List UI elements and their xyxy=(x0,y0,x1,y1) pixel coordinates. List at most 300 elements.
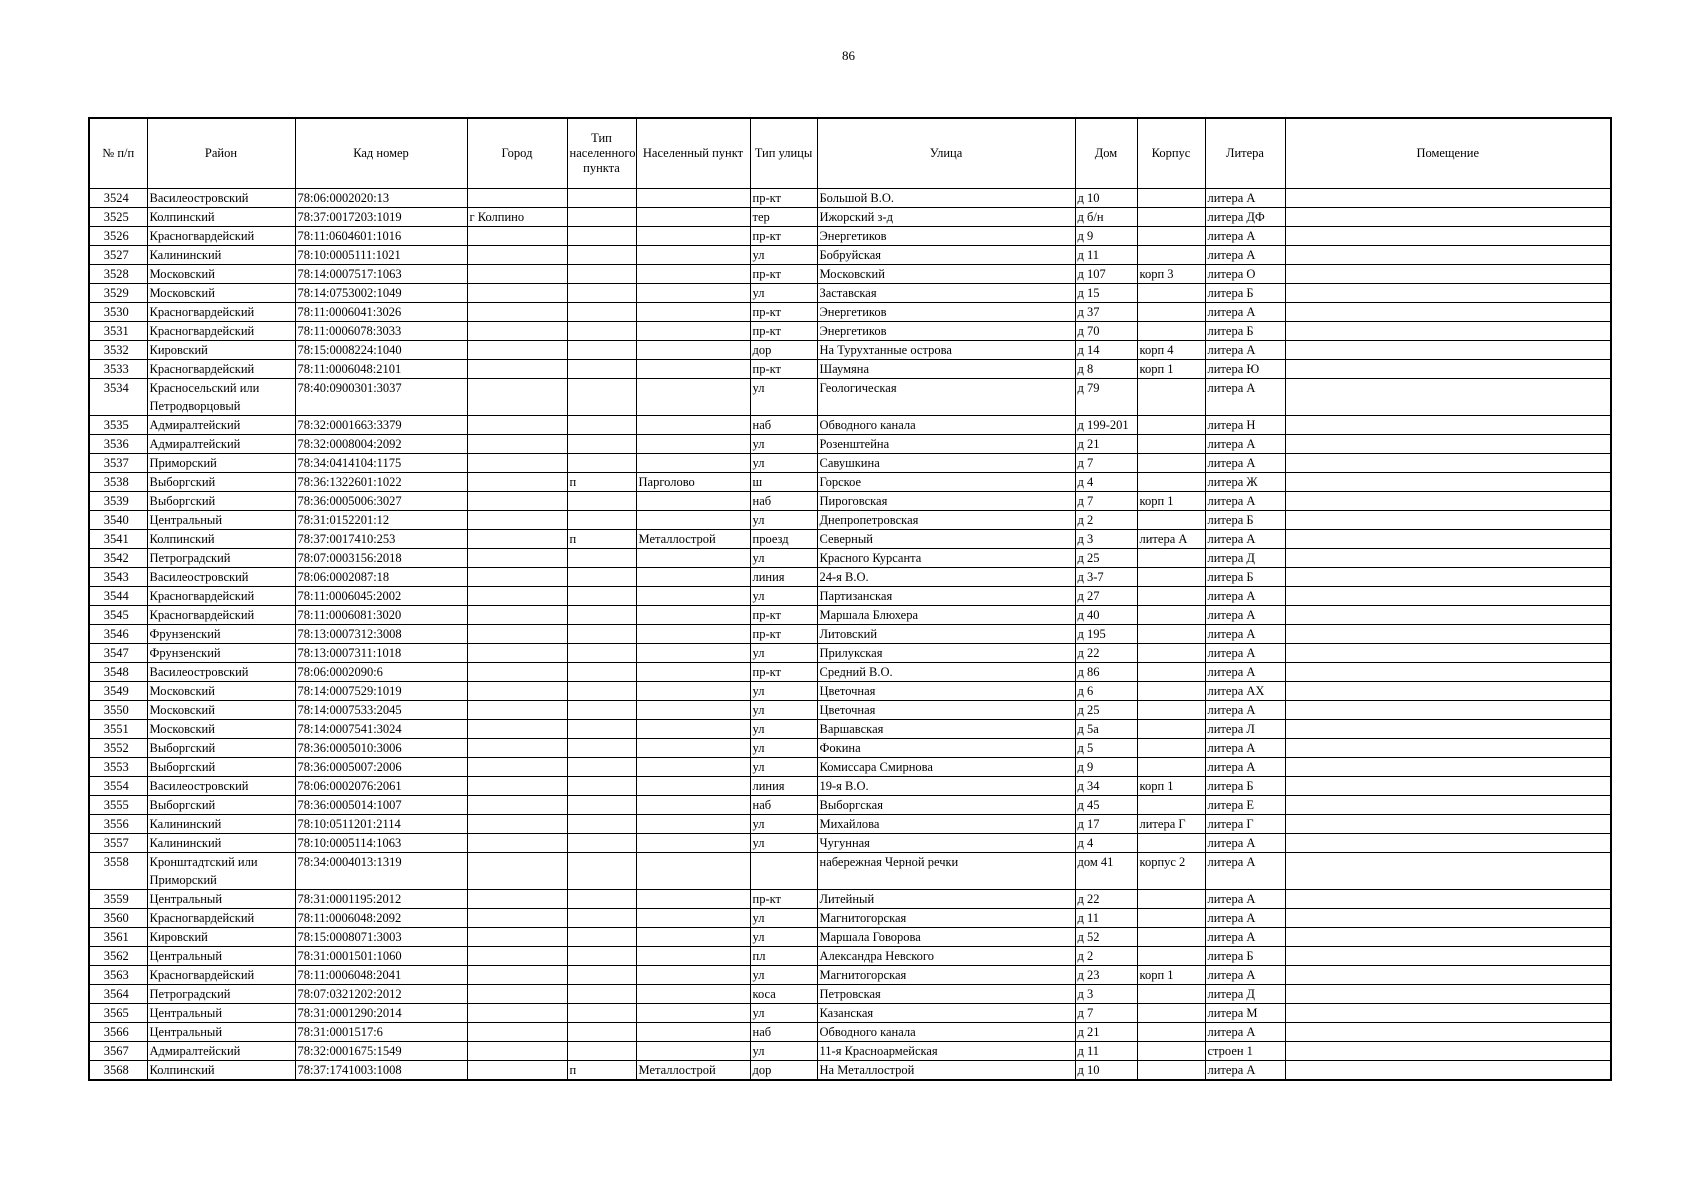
cell-building xyxy=(1137,1061,1205,1081)
cell-district: Московский xyxy=(147,720,295,739)
cell-cadastral-number: 78:10:0511201:2114 xyxy=(295,815,467,834)
table-row xyxy=(89,549,1611,568)
cell-street: Энергетиков xyxy=(817,227,1075,246)
cell-settlement-type xyxy=(567,568,636,587)
cell-street: Цветочная xyxy=(817,682,1075,701)
cell-house: д 8 xyxy=(1075,360,1137,379)
cell-district: Выборгский xyxy=(147,758,295,777)
table-row xyxy=(89,966,1611,985)
cell-city xyxy=(467,587,567,606)
cell-settlement-type xyxy=(567,682,636,701)
cell-street: Фокина xyxy=(817,739,1075,758)
cell-street-type: ул xyxy=(750,454,817,473)
cell-street-type: ул xyxy=(750,246,817,265)
cell-building xyxy=(1137,435,1205,454)
table-row xyxy=(89,834,1611,853)
cell-house: д 11 xyxy=(1075,246,1137,265)
cell-cadastral-number: 78:11:0604601:1016 xyxy=(295,227,467,246)
cell-street: Литейный xyxy=(817,890,1075,909)
cell-street-type: ул xyxy=(750,587,817,606)
cell-building xyxy=(1137,322,1205,341)
cell-street-type: ул xyxy=(750,284,817,303)
cell-letter: литера Д xyxy=(1205,985,1285,1004)
cell-row-number: 3564 xyxy=(89,985,147,1004)
column-header-district: Район xyxy=(147,118,295,189)
cell-city xyxy=(467,246,567,265)
cell-premises xyxy=(1285,966,1611,985)
cell-building xyxy=(1137,625,1205,644)
cell-premises xyxy=(1285,492,1611,511)
table-row xyxy=(89,284,1611,303)
cell-district: Центральный xyxy=(147,511,295,530)
cell-district: Красногвардейский xyxy=(147,322,295,341)
cell-row-number: 3566 xyxy=(89,1023,147,1042)
cell-letter: литера А xyxy=(1205,890,1285,909)
cell-premises xyxy=(1285,796,1611,815)
cell-settlement xyxy=(636,644,750,663)
cell-settlement-type xyxy=(567,777,636,796)
cell-district: Московский xyxy=(147,682,295,701)
cell-premises xyxy=(1285,303,1611,322)
cell-row-number: 3556 xyxy=(89,815,147,834)
column-header-settlement: Населенный пункт xyxy=(636,118,750,189)
cell-row-number: 3558 xyxy=(89,853,147,890)
cell-street-type: пр-кт xyxy=(750,606,817,625)
cell-city xyxy=(467,1061,567,1081)
cell-building xyxy=(1137,473,1205,492)
cell-building xyxy=(1137,909,1205,928)
cell-settlement-type xyxy=(567,947,636,966)
cell-settlement-type xyxy=(567,189,636,208)
cell-letter: литера А xyxy=(1205,530,1285,549)
cell-building: литера А xyxy=(1137,530,1205,549)
cell-building: корп 1 xyxy=(1137,360,1205,379)
cell-house: д 10 xyxy=(1075,1061,1137,1081)
table-row xyxy=(89,815,1611,834)
cell-city xyxy=(467,985,567,1004)
cell-letter: литера А xyxy=(1205,379,1285,416)
cell-city xyxy=(467,758,567,777)
cell-city xyxy=(467,303,567,322)
cell-building: литера Г xyxy=(1137,815,1205,834)
cell-letter: литера Б xyxy=(1205,568,1285,587)
cell-premises xyxy=(1285,435,1611,454)
cell-house: д 2 xyxy=(1075,947,1137,966)
cell-cadastral-number: 78:31:0001290:2014 xyxy=(295,1004,467,1023)
cell-street-type: ул xyxy=(750,1004,817,1023)
table-row xyxy=(89,379,1611,416)
cell-city xyxy=(467,853,567,890)
cell-settlement xyxy=(636,834,750,853)
cell-settlement-type xyxy=(567,985,636,1004)
cell-building xyxy=(1137,246,1205,265)
cell-letter: литера Ж xyxy=(1205,473,1285,492)
cell-house: д 11 xyxy=(1075,909,1137,928)
cell-district: Колпинский xyxy=(147,530,295,549)
cell-street-type: ул xyxy=(750,435,817,454)
cell-house: д 9 xyxy=(1075,758,1137,777)
cell-row-number: 3544 xyxy=(89,587,147,606)
cell-settlement-type xyxy=(567,511,636,530)
cell-street: Партизанская xyxy=(817,587,1075,606)
cell-building xyxy=(1137,416,1205,435)
table-row xyxy=(89,1042,1611,1061)
cell-row-number: 3561 xyxy=(89,928,147,947)
cell-street: Днепропетровская xyxy=(817,511,1075,530)
cell-settlement-type xyxy=(567,815,636,834)
cell-street-type: ул xyxy=(750,966,817,985)
table-row xyxy=(89,644,1611,663)
cell-cadastral-number: 78:11:0006041:3026 xyxy=(295,303,467,322)
cell-district: Колпинский xyxy=(147,1061,295,1081)
cell-row-number: 3550 xyxy=(89,701,147,720)
cell-city xyxy=(467,606,567,625)
cell-row-number: 3540 xyxy=(89,511,147,530)
cell-street-type: наб xyxy=(750,1023,817,1042)
cell-cadastral-number: 78:37:1741003:1008 xyxy=(295,1061,467,1081)
cell-street: Прилукская xyxy=(817,644,1075,663)
cell-city xyxy=(467,625,567,644)
cell-letter: литера А xyxy=(1205,758,1285,777)
cell-district: Калининский xyxy=(147,246,295,265)
cell-district: Адмиралтейский xyxy=(147,435,295,454)
cell-row-number: 3568 xyxy=(89,1061,147,1081)
cell-cadastral-number: 78:31:0001517:6 xyxy=(295,1023,467,1042)
cell-street-type: дор xyxy=(750,341,817,360)
cell-building xyxy=(1137,606,1205,625)
cell-letter: литера А xyxy=(1205,1023,1285,1042)
cell-premises xyxy=(1285,265,1611,284)
cell-premises xyxy=(1285,246,1611,265)
cell-letter: литера А xyxy=(1205,1061,1285,1081)
cell-settlement xyxy=(636,966,750,985)
cell-cadastral-number: 78:15:0008224:1040 xyxy=(295,341,467,360)
cell-settlement xyxy=(636,416,750,435)
cell-city xyxy=(467,189,567,208)
cell-row-number: 3547 xyxy=(89,644,147,663)
table-row xyxy=(89,227,1611,246)
cell-house: д 21 xyxy=(1075,1023,1137,1042)
cell-street-type: ул xyxy=(750,682,817,701)
cell-settlement-type xyxy=(567,549,636,568)
cell-street: Обводного канала xyxy=(817,1023,1075,1042)
cell-settlement-type xyxy=(567,492,636,511)
cell-district: Выборгский xyxy=(147,473,295,492)
cell-settlement xyxy=(636,739,750,758)
cell-premises xyxy=(1285,208,1611,227)
cell-street-type: ул xyxy=(750,511,817,530)
cell-street-type: ш xyxy=(750,473,817,492)
cell-settlement-type xyxy=(567,663,636,682)
cell-settlement-type xyxy=(567,246,636,265)
cell-letter: литера Б xyxy=(1205,511,1285,530)
cell-city xyxy=(467,928,567,947)
cell-letter: литера Б xyxy=(1205,284,1285,303)
cell-district: Петроградский xyxy=(147,549,295,568)
cell-settlement-type xyxy=(567,966,636,985)
cell-cadastral-number: 78:10:0005111:1021 xyxy=(295,246,467,265)
cell-street: Бобруйская xyxy=(817,246,1075,265)
cell-row-number: 3560 xyxy=(89,909,147,928)
cell-city xyxy=(467,834,567,853)
cell-settlement xyxy=(636,492,750,511)
cell-building xyxy=(1137,587,1205,606)
cell-street: 11-я Красноармейская xyxy=(817,1042,1075,1061)
cell-cadastral-number: 78:13:0007311:1018 xyxy=(295,644,467,663)
header-row xyxy=(89,118,1611,189)
cell-letter: литера А xyxy=(1205,701,1285,720)
cell-letter: литера Г xyxy=(1205,815,1285,834)
table-row xyxy=(89,853,1611,890)
cell-house: д 25 xyxy=(1075,701,1137,720)
cell-row-number: 3545 xyxy=(89,606,147,625)
column-header-settlement-type: Тип населенного пункта xyxy=(567,118,636,189)
cell-street-type: дор xyxy=(750,1061,817,1081)
table-row xyxy=(89,739,1611,758)
cell-street: Северный xyxy=(817,530,1075,549)
cell-letter: литера А xyxy=(1205,663,1285,682)
cell-house: д б/н xyxy=(1075,208,1137,227)
cell-letter: литера А xyxy=(1205,909,1285,928)
column-header-row-number: № п/п xyxy=(89,118,147,189)
cell-district: Василеостровский xyxy=(147,568,295,587)
cell-settlement xyxy=(636,265,750,284)
cell-row-number: 3524 xyxy=(89,189,147,208)
cell-settlement: Металлострой xyxy=(636,530,750,549)
cell-building xyxy=(1137,720,1205,739)
cell-building xyxy=(1137,985,1205,1004)
cell-cadastral-number: 78:36:0005007:2006 xyxy=(295,758,467,777)
cell-street: Энергетиков xyxy=(817,322,1075,341)
cell-district: Красносельский или Петродворцовый xyxy=(147,379,295,416)
cell-house: д 21 xyxy=(1075,435,1137,454)
cell-street-type: ул xyxy=(750,834,817,853)
cell-house: д 52 xyxy=(1075,928,1137,947)
cell-premises xyxy=(1285,663,1611,682)
cell-city xyxy=(467,473,567,492)
cell-settlement-type xyxy=(567,360,636,379)
cell-building xyxy=(1137,303,1205,322)
table-row xyxy=(89,720,1611,739)
table-row xyxy=(89,928,1611,947)
cell-street-type: наб xyxy=(750,416,817,435)
cell-city xyxy=(467,284,567,303)
cell-premises xyxy=(1285,606,1611,625)
cell-street: Петровская xyxy=(817,985,1075,1004)
cell-city: г Колпино xyxy=(467,208,567,227)
cell-settlement-type xyxy=(567,1042,636,1061)
cell-settlement-type xyxy=(567,625,636,644)
cell-city xyxy=(467,322,567,341)
cell-cadastral-number: 78:11:0006081:3020 xyxy=(295,606,467,625)
cell-building xyxy=(1137,682,1205,701)
cell-cadastral-number: 78:32:0008004:2092 xyxy=(295,435,467,454)
cell-premises xyxy=(1285,1023,1611,1042)
cell-street: Казанская xyxy=(817,1004,1075,1023)
cell-settlement xyxy=(636,853,750,890)
cell-cadastral-number: 78:14:0007517:1063 xyxy=(295,265,467,284)
column-header-city: Город xyxy=(467,118,567,189)
cell-row-number: 3533 xyxy=(89,360,147,379)
cell-row-number: 3531 xyxy=(89,322,147,341)
cell-settlement xyxy=(636,587,750,606)
cell-cadastral-number: 78:06:0002090:6 xyxy=(295,663,467,682)
cell-district: Фрунзенский xyxy=(147,644,295,663)
cell-settlement xyxy=(636,663,750,682)
cell-settlement xyxy=(636,208,750,227)
column-header-street: Улица xyxy=(817,118,1075,189)
cell-street: Маршала Говорова xyxy=(817,928,1075,947)
cell-cadastral-number: 78:32:0001663:3379 xyxy=(295,416,467,435)
cell-settlement xyxy=(636,985,750,1004)
cell-district: Василеостровский xyxy=(147,663,295,682)
cell-street-type: ул xyxy=(750,815,817,834)
cell-building: корп 3 xyxy=(1137,265,1205,284)
cell-street-type: ул xyxy=(750,549,817,568)
cell-street: Чугунная xyxy=(817,834,1075,853)
cell-street: Магнитогорская xyxy=(817,909,1075,928)
cell-premises xyxy=(1285,568,1611,587)
cell-premises xyxy=(1285,416,1611,435)
cell-cadastral-number: 78:06:0002076:2061 xyxy=(295,777,467,796)
table-row xyxy=(89,587,1611,606)
cell-building xyxy=(1137,227,1205,246)
cell-cadastral-number: 78:06:0002087:18 xyxy=(295,568,467,587)
cell-street-type: ул xyxy=(750,701,817,720)
cell-street: Розенштейна xyxy=(817,435,1075,454)
cell-settlement-type xyxy=(567,796,636,815)
cell-settlement-type xyxy=(567,379,636,416)
cell-row-number: 3527 xyxy=(89,246,147,265)
cell-premises xyxy=(1285,834,1611,853)
cell-district: Фрунзенский xyxy=(147,625,295,644)
cell-building: корп 1 xyxy=(1137,492,1205,511)
cell-row-number: 3539 xyxy=(89,492,147,511)
cell-street: Варшавская xyxy=(817,720,1075,739)
cell-house: д 7 xyxy=(1075,492,1137,511)
cell-letter: литера А xyxy=(1205,834,1285,853)
cell-house: д 5а xyxy=(1075,720,1137,739)
cell-building xyxy=(1137,379,1205,416)
cell-settlement xyxy=(636,815,750,834)
cell-street: Средний В.О. xyxy=(817,663,1075,682)
table-body xyxy=(89,189,1611,1081)
cell-house: д 195 xyxy=(1075,625,1137,644)
cell-district: Василеостровский xyxy=(147,777,295,796)
cell-house: д 70 xyxy=(1075,322,1137,341)
cell-settlement-type xyxy=(567,758,636,777)
cell-district: Выборгский xyxy=(147,492,295,511)
cell-cadastral-number: 78:06:0002020:13 xyxy=(295,189,467,208)
cell-district: Центральный xyxy=(147,1023,295,1042)
cell-house: д 14 xyxy=(1075,341,1137,360)
cell-settlement-type xyxy=(567,644,636,663)
cell-street: Ижорский з-д xyxy=(817,208,1075,227)
cell-row-number: 3536 xyxy=(89,435,147,454)
cell-settlement-type xyxy=(567,909,636,928)
cell-street-type: наб xyxy=(750,492,817,511)
cell-district: Московский xyxy=(147,265,295,284)
cell-row-number: 3557 xyxy=(89,834,147,853)
cell-settlement xyxy=(636,454,750,473)
cell-letter: литера А xyxy=(1205,454,1285,473)
table-row xyxy=(89,454,1611,473)
cell-house: д 15 xyxy=(1075,284,1137,303)
cell-settlement xyxy=(636,568,750,587)
table-row xyxy=(89,265,1611,284)
cell-street: Александра Невского xyxy=(817,947,1075,966)
cell-district: Московский xyxy=(147,284,295,303)
cell-settlement-type xyxy=(567,834,636,853)
cell-settlement-type xyxy=(567,720,636,739)
cell-letter: литера М xyxy=(1205,1004,1285,1023)
cell-settlement xyxy=(636,284,750,303)
cell-city xyxy=(467,492,567,511)
cell-settlement xyxy=(636,379,750,416)
cell-cadastral-number: 78:31:0001501:1060 xyxy=(295,947,467,966)
cell-district: Выборгский xyxy=(147,796,295,815)
cell-street: Выборгская xyxy=(817,796,1075,815)
cell-building xyxy=(1137,568,1205,587)
cell-street: Комиссара Смирнова xyxy=(817,758,1075,777)
cell-settlement xyxy=(636,701,750,720)
cell-street-type: ул xyxy=(750,928,817,947)
cell-row-number: 3526 xyxy=(89,227,147,246)
cell-street: Заставская xyxy=(817,284,1075,303)
cell-premises xyxy=(1285,1042,1611,1061)
cell-letter: литера А xyxy=(1205,625,1285,644)
cell-letter: литера А xyxy=(1205,303,1285,322)
cell-row-number: 3529 xyxy=(89,284,147,303)
cell-settlement-type xyxy=(567,284,636,303)
cell-street: На Металлострой xyxy=(817,1061,1075,1081)
cell-premises xyxy=(1285,587,1611,606)
cell-row-number: 3546 xyxy=(89,625,147,644)
cell-cadastral-number: 78:36:1322601:1022 xyxy=(295,473,467,492)
table-row xyxy=(89,341,1611,360)
cell-district: Приморский xyxy=(147,454,295,473)
cell-row-number: 3565 xyxy=(89,1004,147,1023)
cell-letter: литера А xyxy=(1205,246,1285,265)
cell-street: Цветочная xyxy=(817,701,1075,720)
cell-street-type: ул xyxy=(750,1042,817,1061)
table-row xyxy=(89,435,1611,454)
cell-settlement xyxy=(636,1023,750,1042)
cell-premises xyxy=(1285,625,1611,644)
cell-cadastral-number: 78:07:0003156:2018 xyxy=(295,549,467,568)
cell-settlement xyxy=(636,246,750,265)
cell-premises xyxy=(1285,682,1611,701)
cell-building xyxy=(1137,1023,1205,1042)
cell-row-number: 3563 xyxy=(89,966,147,985)
cell-settlement-type xyxy=(567,587,636,606)
cell-house: д 22 xyxy=(1075,644,1137,663)
cell-settlement xyxy=(636,511,750,530)
cell-house: дом 41 xyxy=(1075,853,1137,890)
cell-building xyxy=(1137,189,1205,208)
cell-letter: литера А xyxy=(1205,587,1285,606)
cell-settlement xyxy=(636,909,750,928)
cell-house: д 45 xyxy=(1075,796,1137,815)
cell-settlement xyxy=(636,720,750,739)
cell-row-number: 3530 xyxy=(89,303,147,322)
cell-street-type: ул xyxy=(750,909,817,928)
cell-street-type xyxy=(750,853,817,890)
table-row xyxy=(89,1023,1611,1042)
cell-letter: строен 1 xyxy=(1205,1042,1285,1061)
cell-row-number: 3559 xyxy=(89,890,147,909)
cell-cadastral-number: 78:37:0017203:1019 xyxy=(295,208,467,227)
